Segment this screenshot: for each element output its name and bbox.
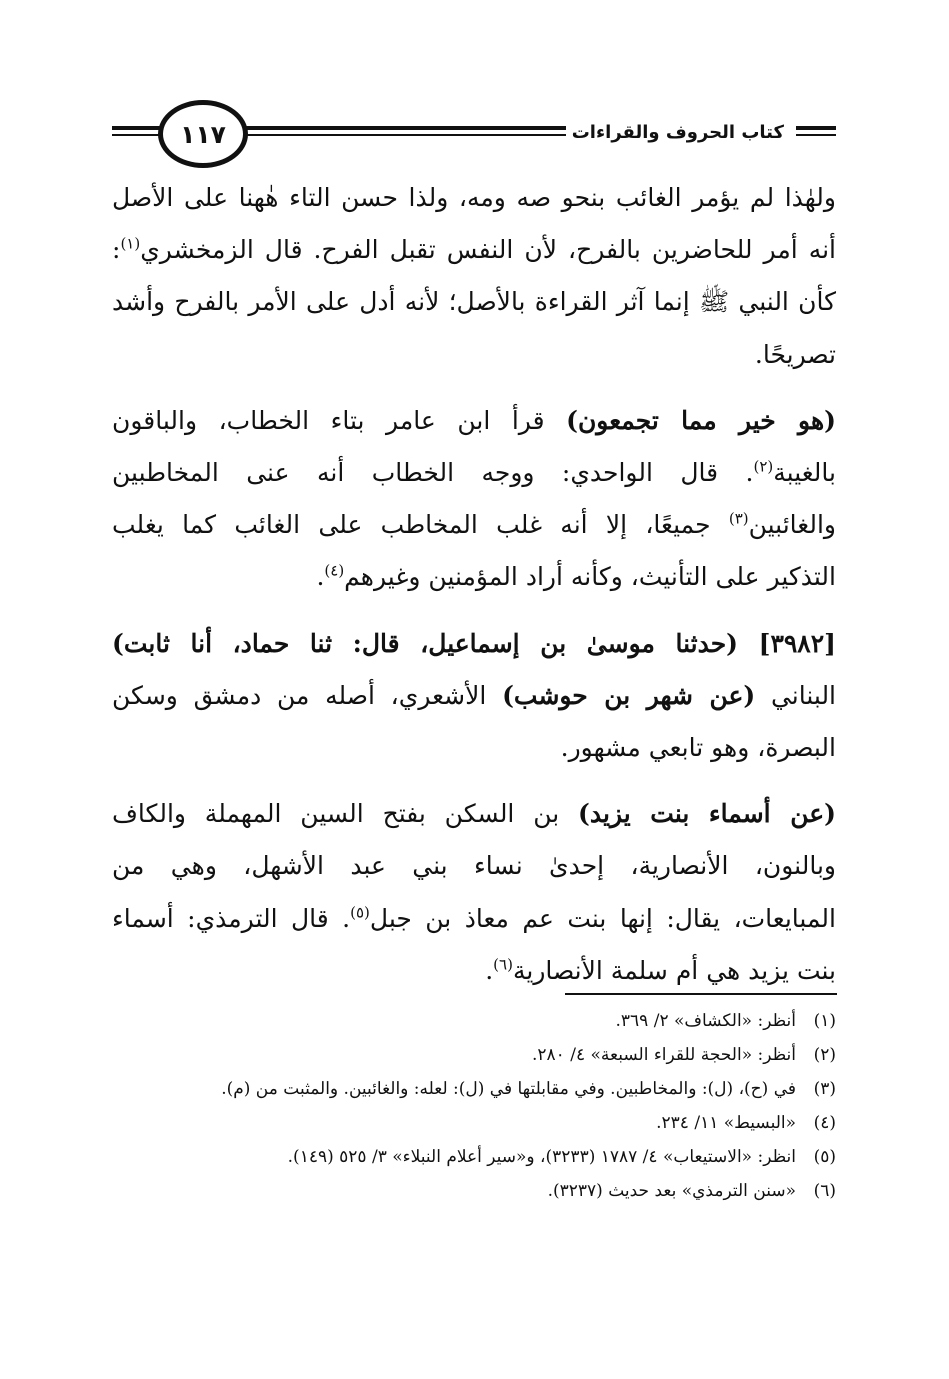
footnote-text: أنظر: «الكشاف» ٢/ ٣٦٩. (615, 1011, 796, 1031)
text-line: التذكير على التأنيث، وكأنه أراد المؤمنين وغيرهم$^{(٤)}$. (316, 562, 836, 592)
footnote (112, 1006, 836, 1036)
text-line: (هو خير مما تجمعون) قرأ ابن عامر بتاء الخطاب، والباقون (112, 405, 836, 435)
footnote-text: «البسيط» ١١/ ٢٣٤. (656, 1113, 796, 1133)
footnote-ref[interactable]: (٣) (728, 509, 749, 528)
text-line: أنه أمر للحاضرين بالفرح، لأن النفس تقبل الفرح. قال الزمخشري$^{(١)}$: (112, 234, 836, 265)
main-text (112, 172, 836, 1011)
footnote-number: (٣) (813, 1079, 836, 1099)
text-line: ولهٰذا لم يؤمر الغائب بنحو صه ومه، ولذا حسن التاء هٰهنا على الأصل (112, 183, 836, 212)
header-rule-right (796, 126, 836, 130)
footnote-text: انظر: «الاستيعاب» ٤/ ١٧٨٧ (٣٢٣٣)، و«سير أعلام النبلاء» ٣/ ٥٢٥ (١٤٩). (287, 1147, 796, 1167)
footnote-separator (565, 993, 837, 995)
footnote (112, 1074, 836, 1104)
text-line: بنت يزيد هي أم سلمة الأنصارية$^{(٦)}$. (485, 955, 836, 985)
footnote-text: «سنن الترمذي» بعد حديث (٣٢٣٧). (547, 1181, 796, 1201)
footnote (112, 1142, 836, 1172)
paragraph-2 (112, 395, 836, 604)
header-rule-right-thin (796, 134, 836, 136)
footnote-number: (١) (813, 1011, 836, 1031)
narrator-name: (عن أسماء بنت يزيد) (578, 799, 836, 829)
page-number: ١١٧ (158, 100, 248, 168)
text-line: كأن النبي ﷺ إنما آثر القراءة بالأصل؛ لأنه أدل على الأمر بالفرح وأشد (112, 287, 836, 317)
text-line: البناني (عن شهر بن حوشب) الأشعري، أصله من دمشق وسكن (112, 680, 837, 710)
paragraph-3 (112, 618, 836, 775)
footnote-ref[interactable]: (٦) (493, 955, 513, 974)
hadith-chain: [٣٩٨٢] (حدثنا موسىٰ بن إسماعيل، قال: ثنا حماد، أنا ثابت) (112, 628, 836, 658)
text-line: تصريحًا. (754, 339, 836, 369)
page-header (112, 100, 836, 164)
footnote-number: (٢) (813, 1045, 836, 1065)
footnote-ref[interactable]: (٥) (350, 903, 370, 922)
footnote (112, 1040, 836, 1070)
footnote-ref[interactable]: (١) (120, 234, 141, 253)
footnote-ref[interactable]: (٤) (324, 562, 345, 581)
footnote-ref[interactable]: (٢) (753, 457, 774, 476)
footnote-number: (٥) (813, 1147, 836, 1167)
text-line: والغائبين$^{(٣)}$ جميعًا، إلا أنه غلب المخاطب على الغائب كما يغلب (112, 509, 836, 540)
footnotes (112, 1006, 836, 1210)
footnote-text: في (ح)، (ل): والمخاطبين. وفي مقابلتها في (ل): لعله: والغائبين. والمثبت من (م). (221, 1079, 796, 1099)
footnote (112, 1108, 836, 1138)
text-line (112, 618, 836, 670)
footnote-text: أنظر: «الحجة للقراء السبعة» ٤/ ٢٨٠. (532, 1045, 796, 1065)
footnote-number: (٤) (813, 1113, 836, 1133)
text-line: (عن أسماء بنت يزيد) بن السكن بفتح السين المهملة والكاف (112, 799, 836, 829)
running-title: كتاب الحروف والقراءات (566, 120, 790, 146)
footnote (112, 1176, 836, 1206)
quoted-verse: (هو خير مما تجمعون) (566, 405, 836, 435)
paragraph-1 (112, 172, 836, 381)
footnote-number: (٦) (813, 1181, 836, 1201)
text-line: بالغيبة$^{(٢)}$. قال الواحدي: ووجه الخطاب أنه عنى المخاطبين (112, 457, 836, 488)
text-line: وبالنون، الأنصارية، إحدىٰ نساء بني عبد الأشهل، وهي من (112, 851, 836, 881)
text-line: البصرة، وهو تابعي مشهور. (560, 733, 836, 763)
paragraph-4 (112, 788, 836, 997)
text-line: المبايعات، يقال: إنها بنت عم معاذ بن جبل$^{(٥)}$. قال الترمذي: أسماء (112, 903, 836, 933)
